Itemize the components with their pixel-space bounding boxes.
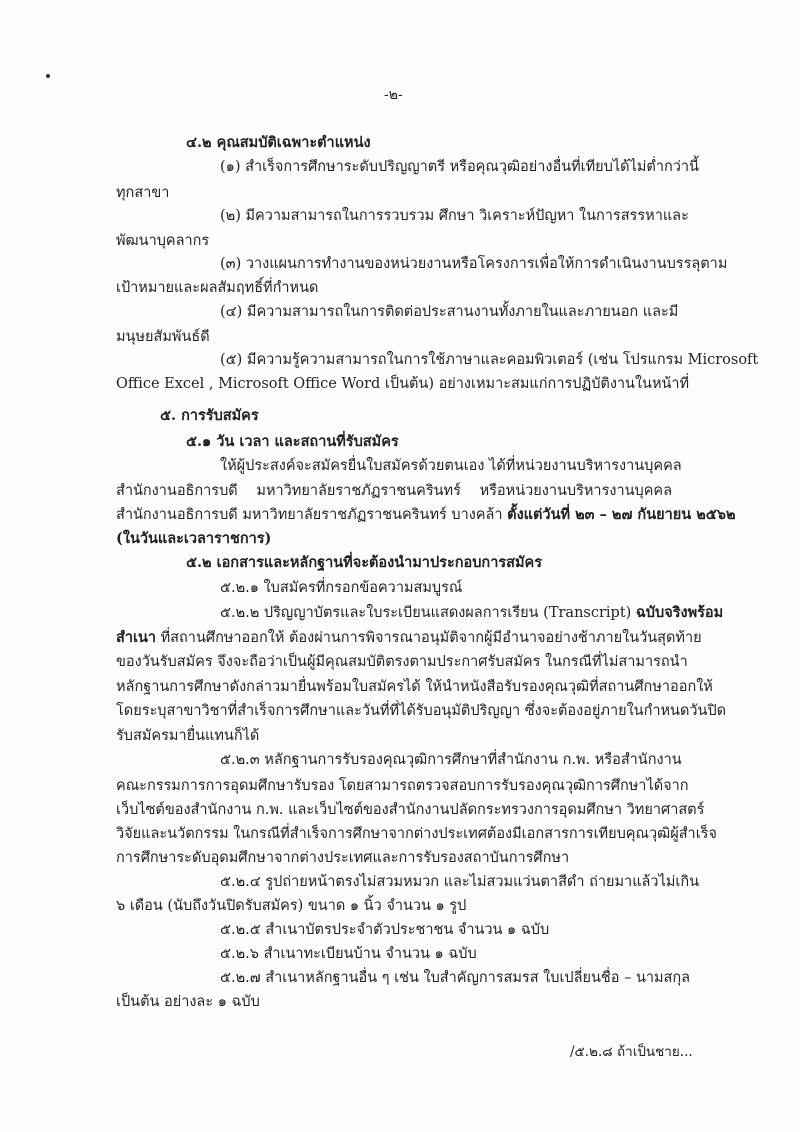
- doc-item-5-2-3-line-2: คณะกรรมการการอุดมศึกษารับรอง โดยสามารถตรวจสอบการรับรองคุณวุฒิการศึกษาได้จาก: [116, 778, 689, 794]
- qual-item-2-line-1: (๒) มีความสามารถในการรวบรวม ศึกษา วิเคราะห์ปัญหา ในการสรรหาและ: [220, 208, 689, 224]
- doc-item-5-2-2-line-4: หลักฐานการศึกษาดังกล่าวมายื่นพร้อมใบสมัครได้ ให้นำหนังสือรับรองคุณวุฒิที่สถานศึกษาออกให้: [116, 679, 713, 695]
- section-5-1-line-3: [116, 505, 736, 525]
- scan-speck: [46, 74, 50, 78]
- doc-item-5-2-3-line-3: เว็บไซต์ของสำนักงาน ก.พ. และเว็บไซต์ของสำนักงานปลัดกระทรวงการอุดมศึกษา วิทยาศาสตร์: [116, 802, 705, 818]
- doc-item-5-2-4-line-2: ๖ เดือน (นับถึงวันปิดรับสมัคร) ขนาด ๑ นิ้ว จำนวน ๑ รูป: [116, 898, 467, 914]
- doc-item-5-2-2-line-5: โดยระบุสาขาวิชาที่สำเร็จการศึกษาและวันที่ที่ได้รับอนุมัติปริญญา ซึ่งจะต้องอยู่ภายในกำหนดวันปิด: [116, 703, 727, 719]
- doc-item-5-2-3-line-4: วิจัยและนวัตกรรม ในกรณีที่สำเร็จการศึกษาจากต่างประเทศต้องมีเอกสารการเทียบคุณวุฒิผู้สำเร็จ: [116, 826, 717, 842]
- section-5-1-place: สำนักงานอธิการบดี มหาวิทยาลัยราชภัฏราชนครินทร์ บางคล้า: [116, 507, 508, 523]
- qual-item-5-line-2: Office Excel , Microsoft Office Word เป็นต้น) อย่างเหมาะสมแก่การปฏิบัติงานในหน้าที่: [116, 376, 690, 392]
- qual-item-1-line-2: ทุกสาขา: [116, 185, 170, 201]
- page-number: -๒-: [384, 87, 403, 103]
- qual-item-3-line-2: เป้าหมายและผลสัมฤทธิ์ที่กำหนด: [116, 280, 319, 296]
- qual-item-4-line-2: มนุษยสัมพันธ์ดี: [116, 329, 210, 345]
- qual-item-2-line-2: พัฒนาบุคลากร: [116, 233, 210, 249]
- doc-item-5-2-1: ๕.๒.๑ ใบสมัครที่กรอกข้อความสมบูรณ์: [220, 580, 463, 596]
- doc-item-5-2-7-line-1: ๕.๒.๗ สำเนาหลักฐานอื่น ๆ เช่น ใบสำคัญการสมรส ใบเปลี่ยนชื่อ – นามสกุล: [220, 970, 691, 986]
- section-5-2-title: ๕.๒ เอกสารและหลักฐานที่จะต้องนำมาประกอบการสมัคร: [186, 554, 543, 571]
- qual-item-3-line-1: (๓) วางแผนการทำงานของหน่วยงานหรือโครงการเพื่อให้การดำเนินงานบรรลุตาม: [220, 256, 728, 272]
- section-5-title: ๕. การรับสมัคร: [160, 407, 259, 424]
- doc-item-5-2-2-line-2: [116, 628, 702, 648]
- section-5-1-title: ๕.๑ วัน เวลา และสถานที่รับสมัคร: [186, 433, 399, 450]
- qual-item-5-line-1: (๕) มีความรู้ความสามารถในการใช้ภาษาและคอมพิวเตอร์ (เช่น โปรแกรม Microsoft: [220, 352, 759, 368]
- doc-item-5-2-5: ๕.๒.๕ สำเนาบัตรประจำตัวประชาชน จำนวน ๑ ฉบับ: [220, 922, 550, 938]
- doc-item-5-2-2-line-6: รับสมัครมายื่นแทนก็ได้: [116, 728, 260, 744]
- doc-item-5-2-4-line-1: ๕.๒.๔ รูปถ่ายหน้าตรงไม่สวมหมวก และไม่สวมแว่นตาสีดำ ถ่ายมาแล้วไม่เกิน: [220, 874, 700, 890]
- doc-item-5-2-2-line-3: ของวันรับสมัคร จึงจะถือว่าเป็นผู้มีคุณสมบัติตรงตามประกาศรับสมัคร ในกรณีที่ไม่สามารถนำ: [116, 654, 688, 670]
- doc-item-5-2-2-line-1: [220, 603, 723, 623]
- copy-label: สำเนา: [116, 629, 157, 646]
- application-dates: ตั้งแต่วันที่ ๒๓ – ๒๗ กันยายน ๒๕๖๒: [507, 506, 736, 523]
- qual-item-4-line-1: (๔) มีความสามารถในการติดต่อประสานงานทั้งภายในและภายนอก และมี: [220, 304, 679, 320]
- section-4-2-title: ๔.๒ คุณสมบัติเฉพาะตำแหน่ง: [186, 134, 371, 151]
- qual-item-1-line-1: (๑) สำเร็จการศึกษาระดับปริญญาตรี หรือคุณวุฒิอย่างอื่นที่เทียบได้ไม่ต่ำกว่านี้: [220, 159, 699, 175]
- doc-item-5-2-2-text: ๕.๒.๒ ปริญญาบัตรและใบระเบียนแสดงผลการเรียน (Transcript): [220, 605, 636, 621]
- doc-item-5-2-3-line-1: ๕.๒.๓ หลักฐานการรับรองคุณวุฒิการศึกษาที่สำนักงาน ก.พ. หรือสำนักงาน: [220, 752, 682, 768]
- doc-item-5-2-2-text-2: ที่สถานศึกษาออกให้ ต้องผ่านการพิจารณาอนุมัติจากผู้มีอำนาจอย่างช้าภายในวันสุดท้าย: [156, 630, 702, 646]
- continuation-note: /๕.๒.๘ ถ้าเป็นชาย...: [570, 1044, 693, 1060]
- original-with-copy: ฉบับจริงพร้อม: [635, 604, 724, 621]
- doc-item-5-2-3-line-5: การศึกษาระดับอุดมศึกษาจากต่างประเทศและการรับรองสถาบันการศึกษา: [116, 850, 570, 866]
- doc-item-5-2-6: ๕.๒.๖ สำเนาทะเบียนบ้าน จำนวน ๑ ฉบับ: [220, 946, 477, 962]
- section-5-1-line-1: ให้ผู้ประสงค์จะสมัครยื่นใบสมัครด้วยตนเอง ได้ที่หน่วยงานบริหารงานบุคคล: [220, 458, 682, 474]
- doc-item-5-2-7-line-2: เป็นต้น อย่างละ ๑ ฉบับ: [116, 994, 260, 1010]
- section-5-1-line-2: สำนักงานอธิการบดี มหาวิทยาลัยราชภัฏราชนครินทร์ หรือหน่วยงานบริหารงานบุคคล: [116, 483, 672, 499]
- section-5-1-line-4: (ในวันและเวลาราชการ): [116, 530, 272, 547]
